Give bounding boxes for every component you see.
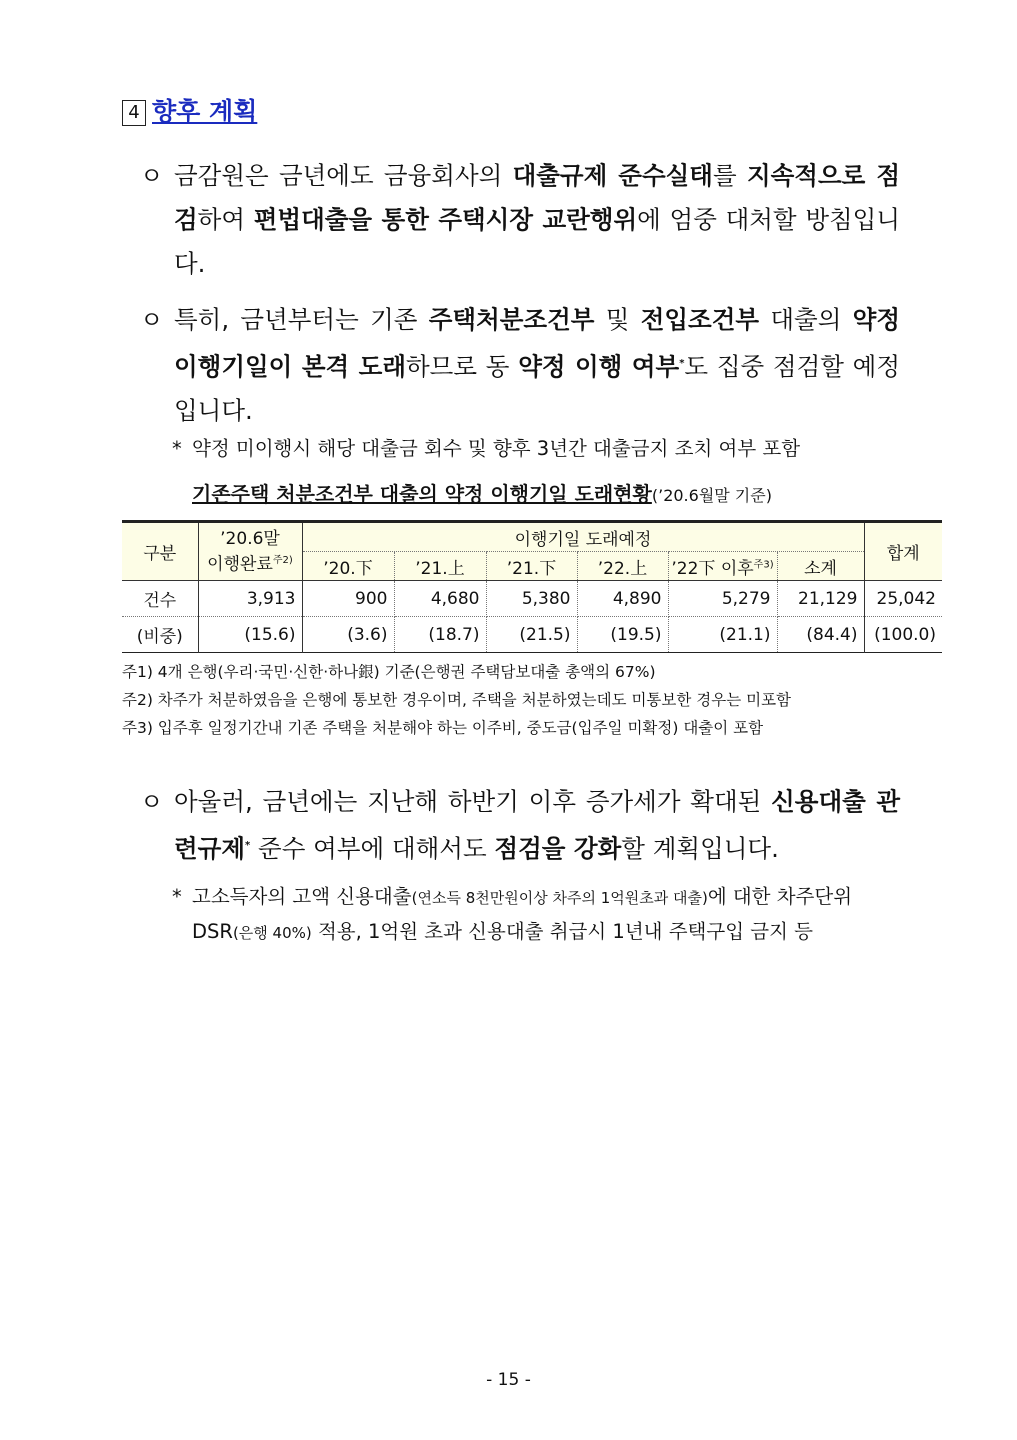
paragraph-3: ㅇ 아울러, 금년에는 지난해 하반기 이후 증가세가 확대된 신용대출 관련규제* 준수 여부에 대해서도 점검을 강화할 계획입니다.	[140, 780, 900, 871]
header-col: ’20.下	[302, 552, 394, 581]
section-number: 4	[122, 100, 146, 126]
header-col: ’21.下	[486, 552, 577, 581]
page-number: - 15 -	[486, 1370, 531, 1390]
section-title: 향후 계획	[152, 97, 258, 126]
paragraph-2: ㅇ 특히, 금년부터는 기존 주택처분조건부 및 전입조건부 대출의 약정 이행기일이 본격 도래하므로 동 약정 이행 여부*도 집중 점검할 예정입니다.	[140, 298, 900, 433]
header-col: 소계	[777, 552, 864, 581]
table-row: 건수 3,913 900 4,680 5,380 4,890 5,279 21,129 25,042	[122, 581, 942, 617]
footnote: 주2) 차주가 처분하였음을 은행에 통보한 경우이며, 주택을 처분하였는데도 미통보한 경우는 미포함	[122, 691, 792, 709]
header-category: 구분	[122, 522, 198, 581]
footnote: 주3) 입주후 일정기간내 기존 주택을 처분해야 하는 이주비, 중도금(입주일 미확정) 대출이 포함	[122, 719, 764, 737]
loan-table	[122, 520, 942, 653]
note-1: * 약정 미이행시 해당 대출금 회수 및 향후 3년간 대출금지 조치 여부 포함	[172, 437, 801, 460]
bullet-marker: ㅇ	[140, 162, 164, 190]
footnote: 주1) 4개 은행(우리·국민·신한·하나銀) 기준(은행권 주택담보대출 총액의 67%)	[122, 663, 656, 681]
bullet-marker: ㅇ	[140, 306, 164, 334]
header-due-group: 이행기일 도래예정	[302, 522, 864, 552]
table-row: (비중) (15.6) (3.6) (18.7) (21.5) (19.5) (21.1) (84.4) (100.0)	[122, 617, 942, 653]
header-col: ’21.上	[394, 552, 486, 581]
header-total: 합계	[864, 522, 942, 581]
header-col: ’22下 이후$^{주3)}$	[668, 552, 777, 581]
header-completed: ’20.6말 이행완료$^{주2)}$	[198, 522, 302, 581]
section-heading	[122, 92, 257, 128]
bullet-marker: ㅇ	[140, 788, 164, 816]
paragraph-1: ㅇ 금감원은 금년에도 금융회사의 대출규제 준수실태를 지속적으로 점검하여 편법대출을 통한 주택시장 교란행위에 엄중 대처할 방침입니다.	[140, 154, 900, 286]
note-2: * 고소득자의 고액 신용대출(연소득 8천만원이상 차주의 1억원초과 대출)에 대한 차주단위 DSR(은행 40%) 적용, 1억원 초과 신용대출 취급시 1년내 주택구입 금지 등	[172, 885, 853, 943]
footnotes	[122, 658, 791, 742]
table-title: 기존주택 처분조건부 대출의 약정 이행기일 도래현황(’20.6월말 기준)	[192, 482, 772, 506]
header-col: ’22.上	[577, 552, 668, 581]
